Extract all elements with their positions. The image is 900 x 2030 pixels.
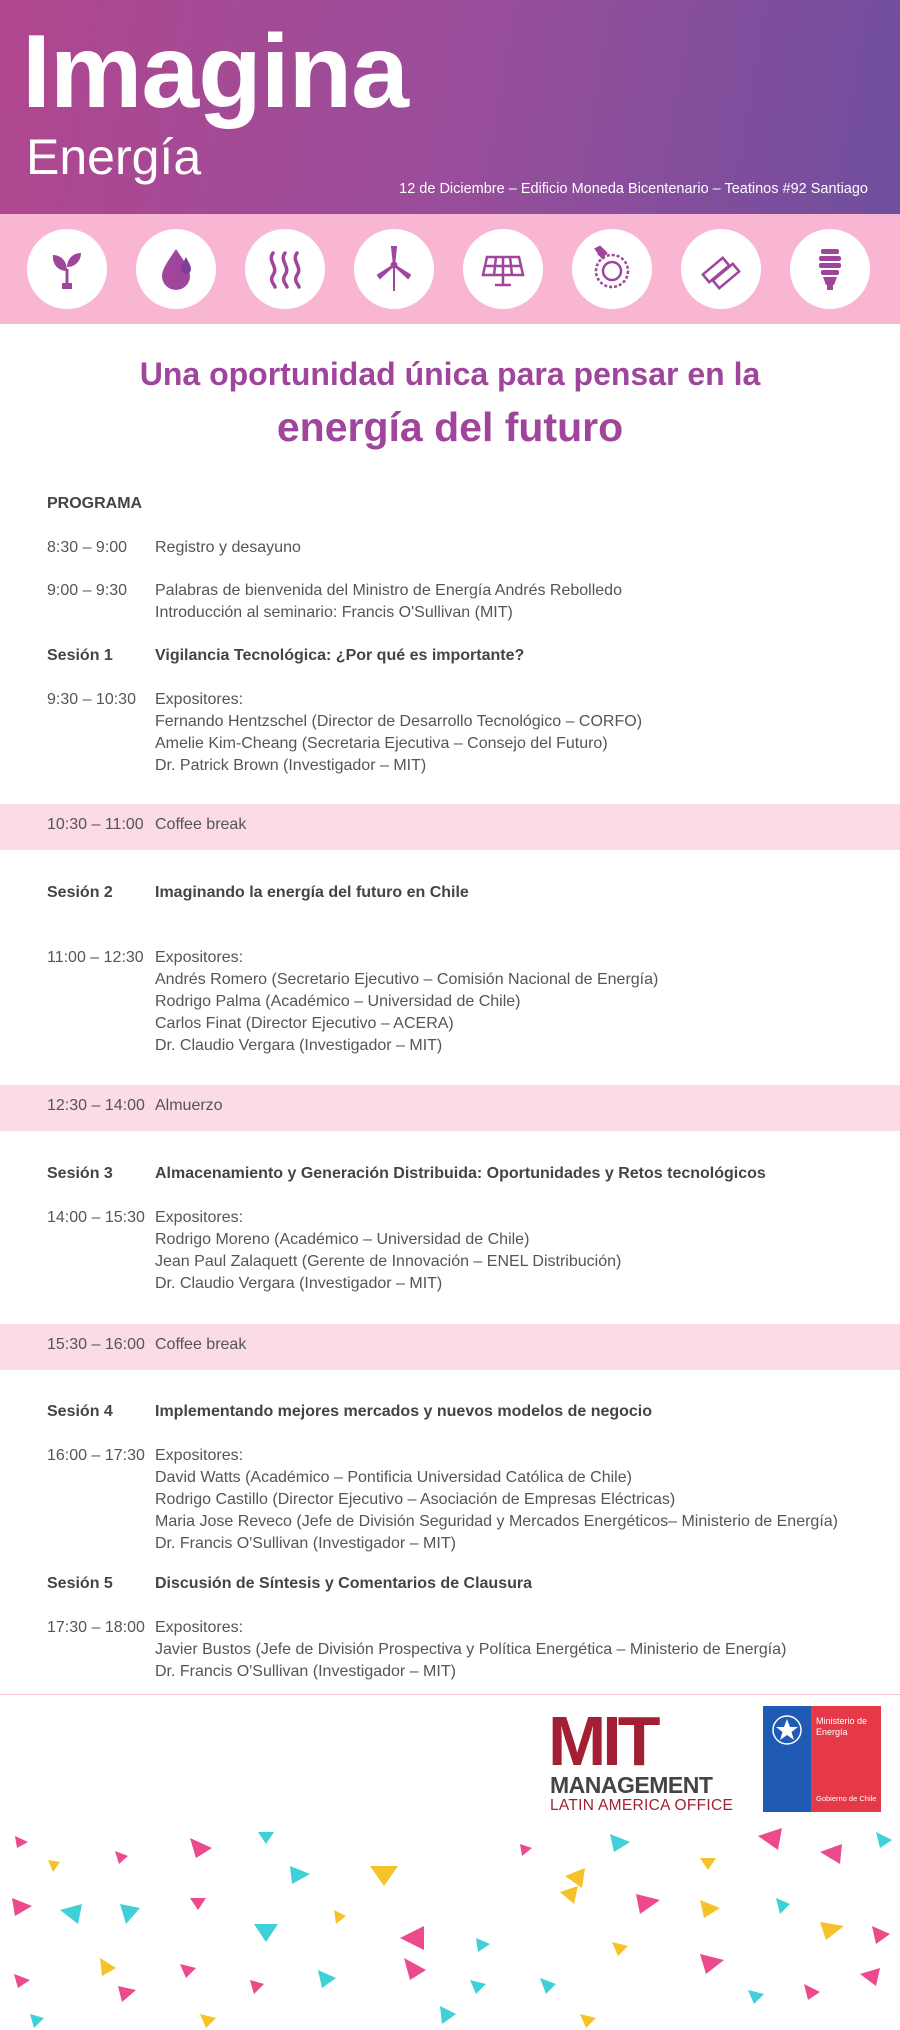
session-title: Almacenamiento y Generación Distribuida: Oportunidades y Retos tecnológicos <box>155 1165 766 1182</box>
speaker: Amelie Kim-Cheang (Secretaria Ejecutiva – Consejo del Futuro) <box>155 735 608 752</box>
batteries-icon <box>681 229 761 309</box>
coffee-break-band-1 <box>0 804 900 850</box>
speaker: Dr. Francis O'Sullivan (Investigador – MIT) <box>155 1663 456 1680</box>
mit-management-text: MANAGEMENT <box>550 1772 713 1798</box>
energy-icons-band <box>0 214 900 324</box>
session-title: Vigilancia Tecnológica: ¿Por qué es importante? <box>155 647 525 664</box>
session-title: Implementando mejores mercados y nuevos modelos de negocio <box>155 1403 653 1420</box>
speaker: Dr. Claudio Vergara (Investigador – MIT) <box>155 1037 443 1054</box>
expositores-label: Expositores: <box>155 949 244 966</box>
program-heading: PROGRAMA <box>47 495 143 512</box>
coffee-break-band-2 <box>0 1324 900 1370</box>
chile-seal-icon <box>771 1714 803 1746</box>
session-title: Imaginando la energía del futuro en Chile <box>155 884 469 901</box>
speaker: David Watts (Académico – Pontificia Universidad Católica de Chile) <box>155 1469 632 1486</box>
session-label: Sesión 1 <box>47 647 113 664</box>
row-text: Registro y desayuno <box>155 539 301 556</box>
row-time: 11:00 – 12:30 <box>47 949 144 966</box>
gob-gobierno-text: Gobierno de Chile <box>816 1794 877 1803</box>
row-text: Coffee break <box>155 1336 247 1353</box>
solar-panel-icon <box>463 229 543 309</box>
mit-logo <box>548 1702 734 1814</box>
headline-line-2: energía del futuro <box>276 404 624 450</box>
speaker: Dr. Francis O'Sullivan (Investigador – MIT) <box>155 1535 456 1552</box>
mit-office-text: LATIN AMERICA OFFICE <box>550 1797 734 1814</box>
row-time: 15:30 – 16:00 <box>47 1336 145 1353</box>
speaker: Dr. Patrick Brown (Investigador – MIT) <box>155 757 427 774</box>
speaker: Carlos Finat (Director Ejecutivo – ACERA) <box>155 1015 454 1032</box>
expositores-label: Expositores: <box>155 1447 244 1464</box>
session-title: Discusión de Síntesis y Comentarios de Clausura <box>155 1575 532 1592</box>
row-text: Coffee break <box>155 816 247 833</box>
row-time: 17:30 – 18:00 <box>47 1619 145 1636</box>
confetti-decoration <box>0 1818 900 2030</box>
lunch-band <box>0 1085 900 1131</box>
water-drop-icon <box>136 229 216 309</box>
speaker: Javier Bustos (Jefe de División Prospectiva y Política Energética – Ministerio de Energía) <box>155 1641 787 1658</box>
speaker: Fernando Hentzschel (Director de Desarrollo Tecnológico – CORFO) <box>155 713 643 730</box>
row-text: Palabras de bienvenida del Ministro de Energía Andrés Rebolledo <box>155 582 622 599</box>
speaker: Rodrigo Castillo (Director Ejecutivo – Asociación de Empresas Eléctricas) <box>155 1491 676 1508</box>
row-time: 14:00 – 15:30 <box>47 1209 145 1226</box>
plug-cycle-icon <box>572 229 652 309</box>
header-banner <box>0 0 900 214</box>
session-label: Sesión 3 <box>47 1165 113 1182</box>
row-time: 16:00 – 17:30 <box>47 1447 145 1464</box>
plant-sprout-icon <box>27 229 107 309</box>
speaker: Andrés Romero (Secretario Ejecutivo – Comisión Nacional de Energía) <box>155 971 659 988</box>
expositores-label: Expositores: <box>155 1209 244 1226</box>
confetti-triangles <box>12 1828 892 2028</box>
speaker: Maria Jose Reveco (Jefe de División Seguridad y Mercados Energéticos– Ministerio de Energía) <box>155 1513 838 1530</box>
session-label: Sesión 5 <box>47 1575 113 1592</box>
steam-waves-icon <box>245 229 325 309</box>
expositores-label: Expositores: <box>155 691 244 708</box>
row-time: 12:30 – 14:00 <box>47 1097 145 1114</box>
speaker: Jean Paul Zalaquett (Gerente de Innovación – ENEL Distribución) <box>155 1253 622 1270</box>
row-time: 9:00 – 9:30 <box>47 582 128 599</box>
row-time: 8:30 – 9:00 <box>47 539 128 556</box>
headline-line-1: Una oportunidad única para pensar en la <box>139 356 761 392</box>
row-text: Almuerzo <box>155 1097 223 1114</box>
gob-ministerio-text: Ministerio de Energía <box>816 1716 868 1737</box>
row-text: Introducción al seminario: Francis O'Sullivan (MIT) <box>155 604 513 621</box>
wind-turbine-icon <box>354 229 434 309</box>
row-time: 10:30 – 11:00 <box>47 816 144 833</box>
expositores-label: Expositores: <box>155 1619 244 1636</box>
mit-wordmark: MIT <box>548 1702 657 1780</box>
footer-divider <box>0 1694 900 1695</box>
session-label: Sesión 2 <box>47 884 113 901</box>
speaker: Rodrigo Moreno (Académico – Universidad de Chile) <box>155 1231 530 1248</box>
speaker: Rodrigo Palma (Académico – Universidad de Chile) <box>155 993 521 1010</box>
event-subtitle: Energía <box>26 129 202 185</box>
energy-bulb-icon <box>790 229 870 309</box>
row-time: 9:30 – 10:30 <box>47 691 136 708</box>
event-title: Imagina <box>22 14 408 130</box>
gobierno-chile-logo <box>763 1706 881 1812</box>
event-date-location: 12 de Diciembre – Edificio Moneda Bicentenario – Teatinos #92 Santiago <box>399 181 868 197</box>
session-label: Sesión 4 <box>47 1403 113 1420</box>
speaker: Dr. Claudio Vergara (Investigador – MIT) <box>155 1275 443 1292</box>
